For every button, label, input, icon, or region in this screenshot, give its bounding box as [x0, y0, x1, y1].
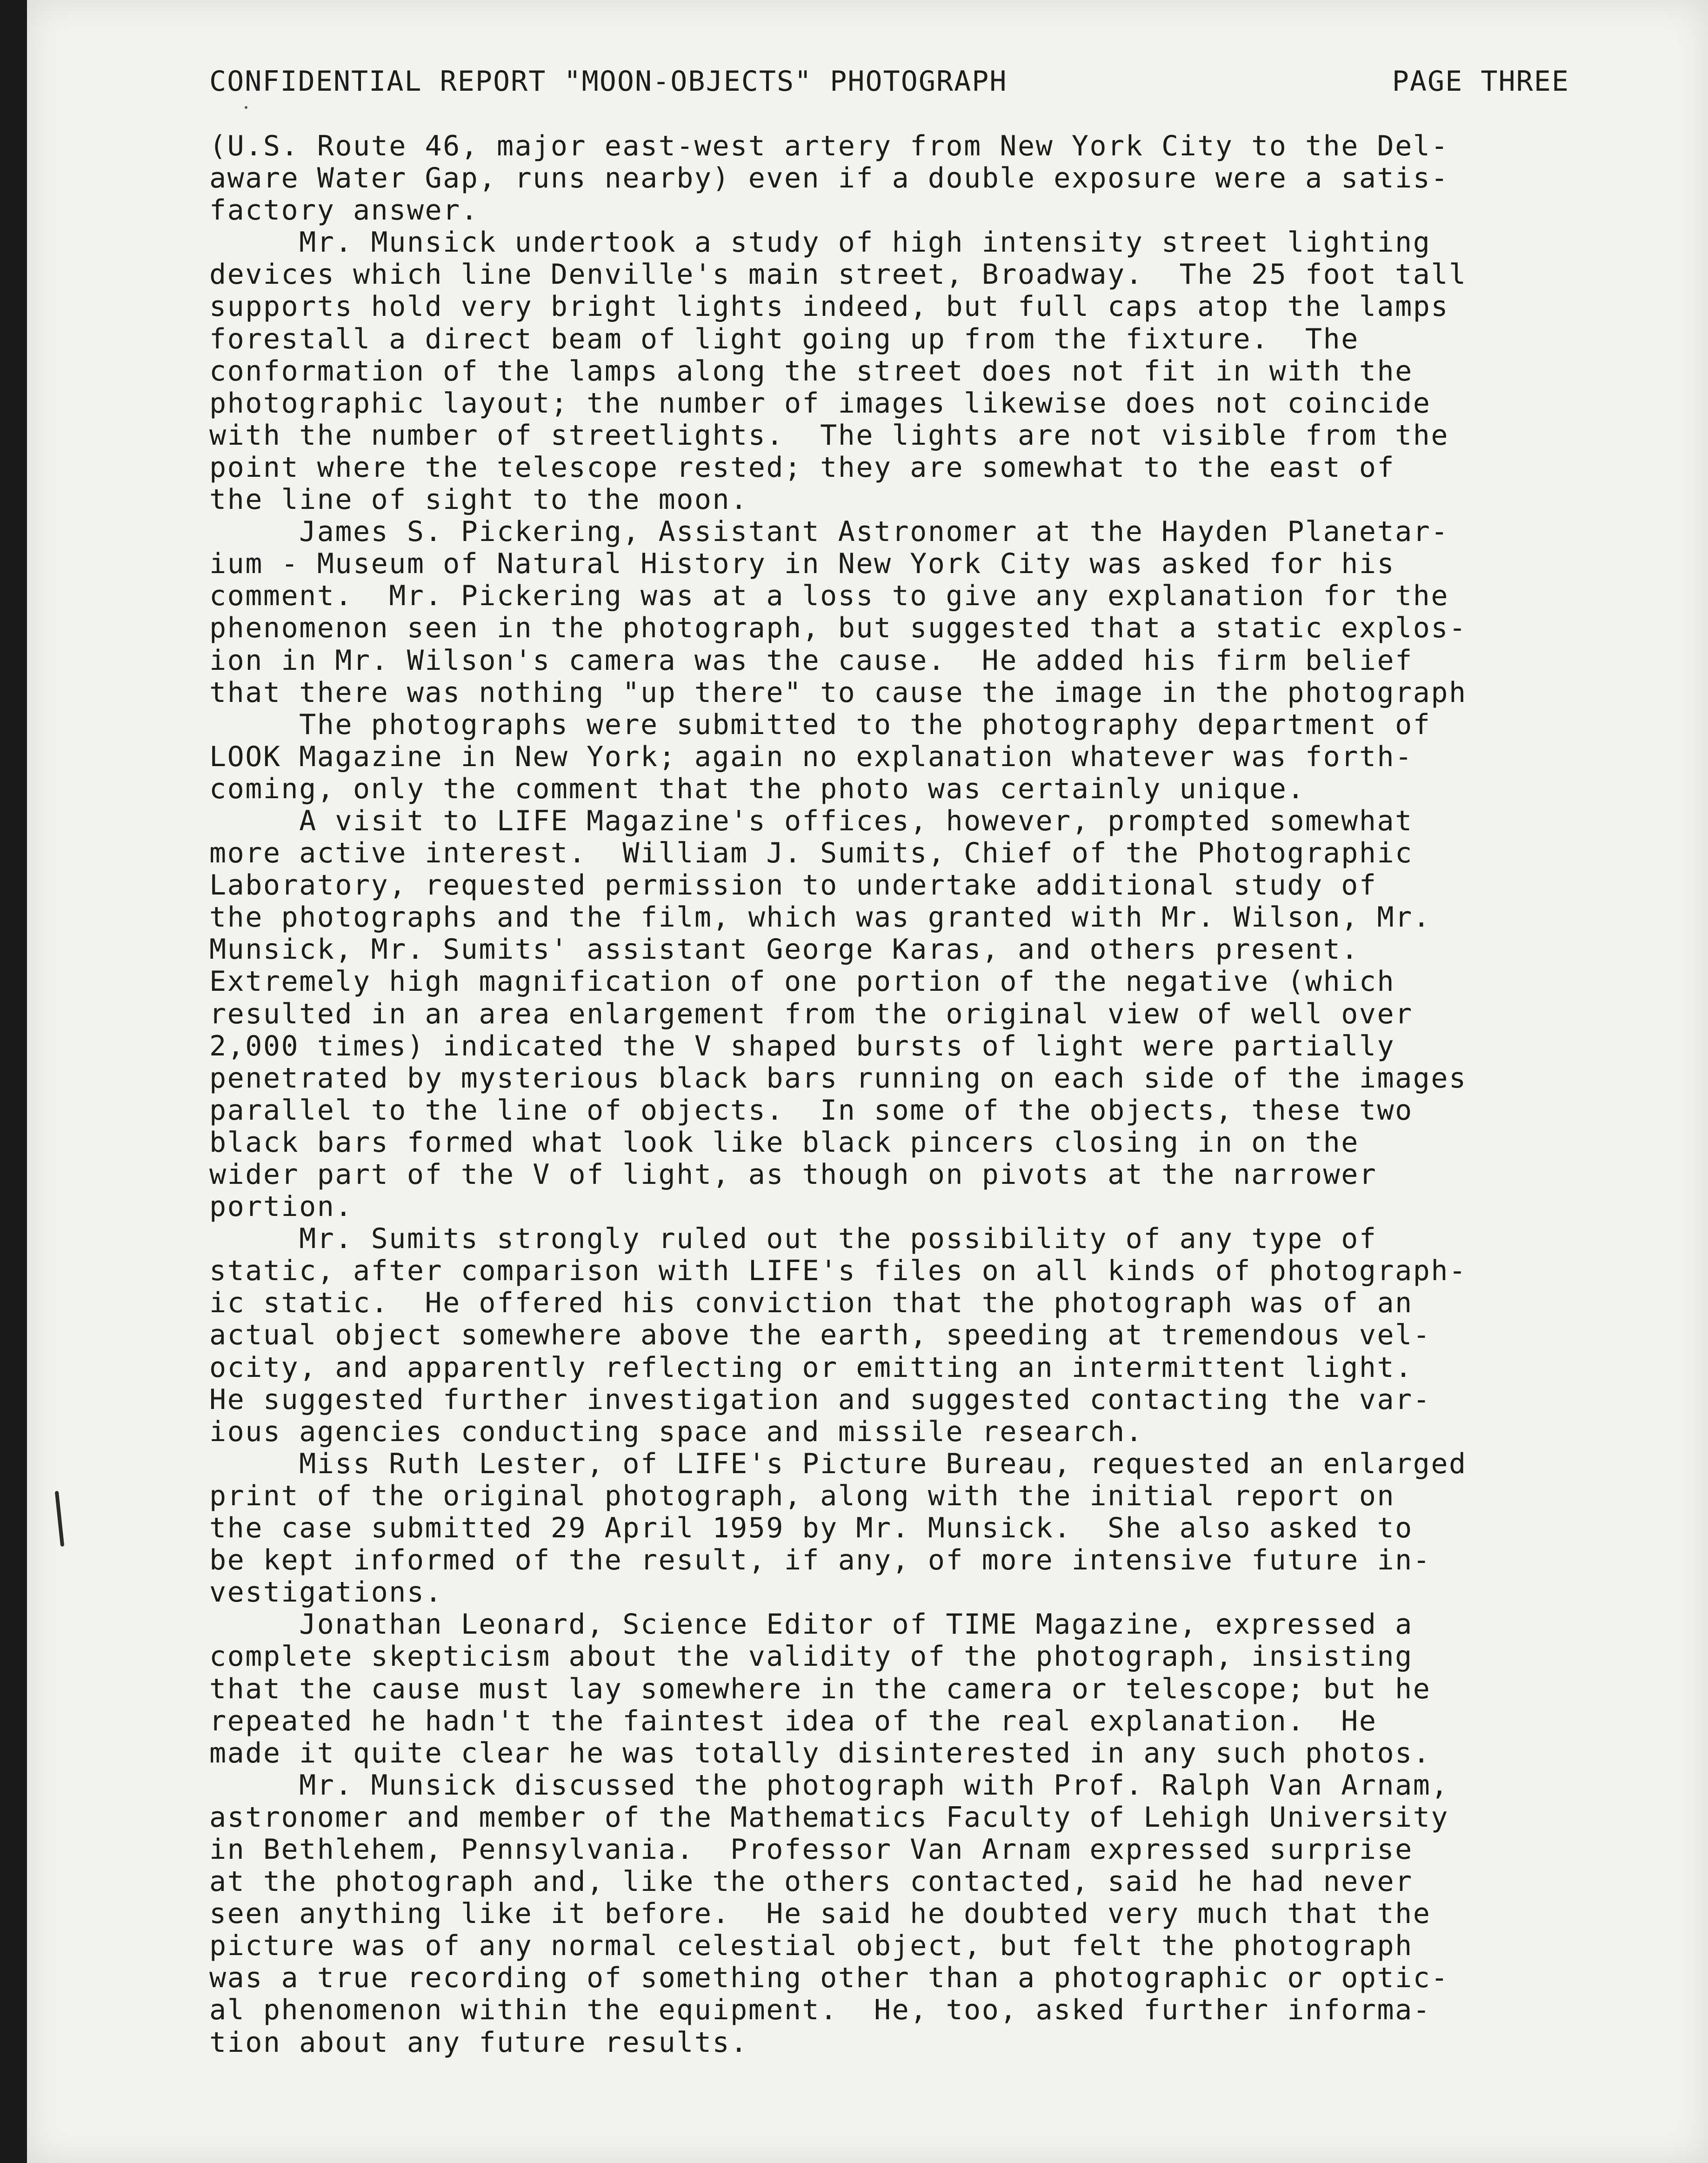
text-line: print of the original photograph, along with the initial report on	[209, 1479, 1395, 1512]
report-title: CONFIDENTIAL REPORT "MOON-OBJECTS" PHOTOGRAPH	[209, 65, 1007, 98]
text-line: Miss Ruth Lester, of LIFE's Picture Bureau, requested an enlarged	[209, 1447, 1467, 1480]
text-line: portion.	[209, 1190, 353, 1223]
text-line: Mr. Munsick undertook a study of high intensity street lighting	[209, 226, 1431, 259]
text-line: aware Water Gap, runs nearby) even if a double exposure were a satis-	[209, 162, 1449, 195]
text-line: static, after comparison with LIFE's files on all kinds of photograph-	[209, 1255, 1467, 1288]
text-line: that there was nothing "up there" to cause the image in the photograph	[209, 676, 1467, 709]
text-line: A visit to LIFE Magazine's offices, however, prompted somewhat	[209, 804, 1413, 837]
text-line: that the cause must lay somewhere in the camera or telescope; but he	[209, 1672, 1431, 1705]
text-line: (U.S. Route 46, major east-west artery from New York City to the Del-	[209, 130, 1449, 162]
text-line: actual object somewhere above the earth, speeding at tremendous vel-	[209, 1319, 1431, 1352]
text-line: James S. Pickering, Assistant Astronomer at the Hayden Planetar-	[209, 515, 1449, 548]
text-line: at the photograph and, like the others contacted, said he had never	[209, 1865, 1413, 1898]
text-line: repeated he hadn't the faintest idea of the real explanation. He	[209, 1704, 1377, 1737]
text-line: Jonathan Leonard, Science Editor of TIME Magazine, expressed a	[209, 1608, 1413, 1641]
text-line: the case submitted 29 April 1959 by Mr. Munsick. She also asked to	[209, 1512, 1413, 1545]
text-line: made it quite clear he was totally disinterested in any such photos.	[209, 1736, 1431, 1769]
text-line: was a true recording of something other than a photographic or optic-	[209, 1962, 1449, 1995]
text-line: factory answer.	[209, 194, 479, 227]
text-line: photographic layout; the number of images likewise does not coincide	[209, 387, 1431, 420]
text-line: with the number of streetlights. The lights are not visible from the	[209, 419, 1449, 452]
scan-speck	[245, 106, 247, 109]
text-line: 2,000 times) indicated the V shaped bursts of light were partially	[209, 1029, 1395, 1062]
text-line: He suggested further investigation and suggested contacting the var-	[209, 1383, 1431, 1416]
text-line: astronomer and member of the Mathematics Faculty of Lehigh University	[209, 1801, 1449, 1834]
text-line: complete skepticism about the validity of the photograph, insisting	[209, 1640, 1413, 1673]
text-line: LOOK Magazine in New York; again no explanation whatever was forth-	[209, 740, 1413, 773]
text-line: vestigations.	[209, 1576, 443, 1609]
text-line: wider part of the V of light, as though on pivots at the narrower	[209, 1158, 1377, 1191]
text-line: supports hold very bright lights indeed, but full caps atop the lamps	[209, 290, 1449, 323]
text-line: comment. Mr. Pickering was at a loss to give any explanation for the	[209, 580, 1449, 613]
text-line: ic static. He offered his conviction that the photograph was of an	[209, 1287, 1413, 1320]
text-line: phenomenon seen in the photograph, but suggested that a static explos-	[209, 612, 1467, 645]
text-line: ious agencies conducting space and missile research.	[209, 1415, 1144, 1448]
text-line: penetrated by mysterious black bars running on each side of the images	[209, 1061, 1467, 1095]
margin-mark	[55, 1491, 64, 1547]
page-number-label: PAGE THREE	[1392, 65, 1569, 98]
text-line: forestall a direct beam of light going up from the fixture. The	[209, 322, 1359, 355]
text-line: coming, only the comment that the photo was certainly unique.	[209, 772, 1306, 805]
text-line: al phenomenon within the equipment. He, too, asked further informa-	[209, 1994, 1431, 2027]
body-text	[209, 130, 1623, 2059]
text-line: picture was of any normal celestial object, but felt the photograph	[209, 1929, 1413, 1963]
text-line: ion in Mr. Wilson's camera was the cause. He added his firm belief	[209, 644, 1413, 677]
text-line: resulted in an area enlargement from the original view of well over	[209, 997, 1413, 1030]
text-line: seen anything like it before. He said he doubted very much that the	[209, 1897, 1431, 1930]
text-line: conformation of the lamps along the street does not fit in with the	[209, 354, 1413, 387]
text-line: ocity, and apparently reflecting or emitting an intermittent light.	[209, 1351, 1413, 1384]
text-line: more active interest. William J. Sumits, Chief of the Photographic	[209, 837, 1413, 870]
text-line: in Bethlehem, Pennsylvania. Professor Van Arnam expressed surprise	[209, 1833, 1413, 1866]
text-line: Mr. Sumits strongly ruled out the possibility of any type of	[209, 1222, 1377, 1255]
text-line: devices which line Denville's main street, Broadway. The 25 foot tall	[209, 258, 1467, 291]
page-header	[209, 65, 1569, 107]
text-line: point where the telescope rested; they are somewhat to the east of	[209, 451, 1395, 484]
text-line: Mr. Munsick discussed the photograph with Prof. Ralph Van Arnam,	[209, 1769, 1449, 1802]
text-line: The photographs were submitted to the photography department of	[209, 708, 1431, 741]
text-line: parallel to the line of objects. In some of the objects, these two	[209, 1094, 1413, 1127]
text-line: Extremely high magnification of one portion of the negative (which	[209, 965, 1395, 998]
text-line: ium - Museum of Natural History in New York City was asked for his	[209, 547, 1395, 581]
text-line: the photographs and the film, which was granted with Mr. Wilson, Mr.	[209, 901, 1431, 934]
document-page	[27, 0, 1708, 2163]
text-line: black bars formed what look like black pincers closing in on the	[209, 1126, 1359, 1159]
text-line: tion about any future results.	[209, 2026, 748, 2059]
text-line: Laboratory, requested permission to undertake additional study of	[209, 869, 1377, 902]
text-line: the line of sight to the moon.	[209, 483, 748, 516]
text-line: be kept informed of the result, if any, of more intensive future in-	[209, 1544, 1431, 1577]
text-line: Munsick, Mr. Sumits' assistant George Karas, and others present.	[209, 933, 1359, 966]
